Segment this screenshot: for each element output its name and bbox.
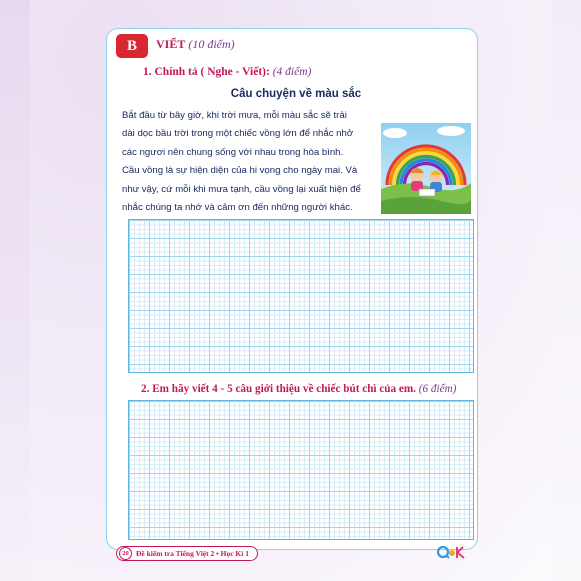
- writing-grid-2[interactable]: [128, 400, 474, 540]
- writing-grid-1[interactable]: [128, 219, 474, 373]
- story-line: nhắc chúng ta nhớ và cảm ơn đến những người khác.: [122, 201, 353, 213]
- page-side-left: [0, 0, 30, 581]
- footer-book-label: [116, 546, 258, 561]
- publisher-logo-icon: [436, 543, 468, 561]
- section-title: [156, 37, 235, 52]
- story-line: Cầu vồng là sự hiện diện của hi vọng cho ngày mai. Và: [122, 165, 358, 177]
- story-line: dài dọc bầu trời trong một chiếc vồng lớn để nhắc nhở: [122, 128, 354, 140]
- book-title: Đề kiểm tra Tiếng Việt 2 • Học Kì 1: [136, 549, 249, 558]
- story-text: [122, 107, 382, 217]
- section-title-points: (10 điểm): [188, 37, 235, 51]
- question-2-title: [141, 383, 456, 395]
- page-side-right: [551, 0, 581, 581]
- page-number: 20: [119, 547, 132, 560]
- story-line: như vậy, cứ mỗi khi mưa tạnh, cầu vồng lại xuất hiện để: [122, 183, 361, 195]
- story-line: các ngươi nên chung sống với nhau trong hòa bình.: [122, 146, 344, 158]
- rainbow-illustration: [381, 123, 471, 214]
- question-1-points: (4 điểm): [272, 66, 312, 78]
- question-1-title: [143, 66, 311, 78]
- section-title-label: VIẾT: [156, 37, 186, 51]
- question-2-label: 2. Em hãy viết 4 - 5 câu giới thiệu về chiếc bút chì của em.: [141, 383, 416, 395]
- question-2-points: (6 điểm): [418, 383, 457, 395]
- section-badge: B: [116, 34, 148, 58]
- question-1-label: 1. Chính tả ( Nghe - Viết):: [143, 66, 270, 78]
- story-line: Bắt đầu từ bây giờ, khi trời mưa, mỗi màu sắc sẽ trải: [122, 110, 347, 121]
- story-title: Câu chuyện về màu sắc: [230, 88, 362, 100]
